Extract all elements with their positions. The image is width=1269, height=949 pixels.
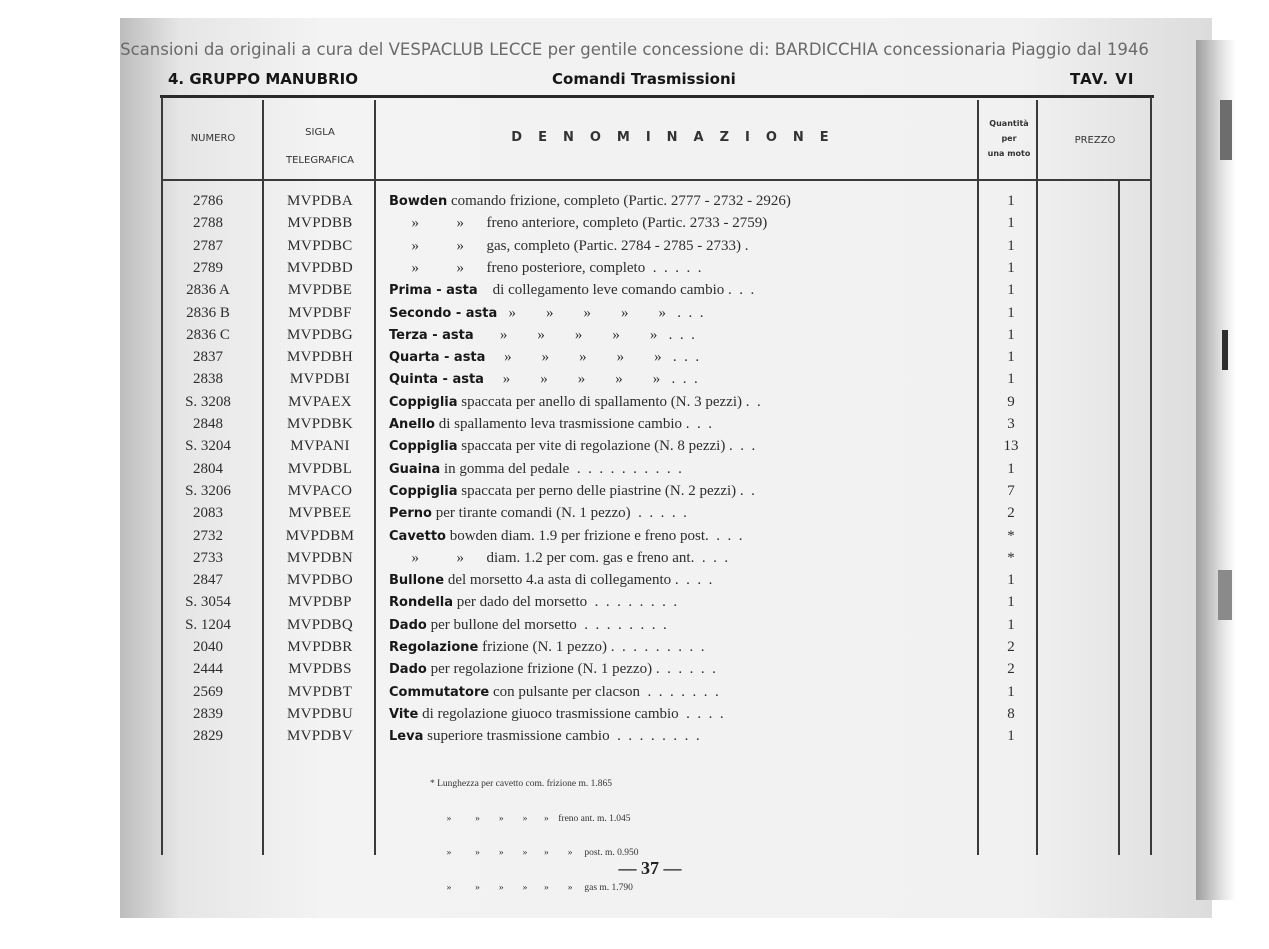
quantity-per-vehicle: 1 (1007, 304, 1015, 321)
part-detail: spaccata per vite di regolazione (N. 8 pezzi) . . . (457, 438, 756, 455)
telegraph-code: MVPDBC (287, 237, 353, 254)
telegraph-code: MVPDBB (287, 215, 353, 232)
table-row (0, 548, 1269, 570)
part-detail: » » freno anteriore, completo (Partic. 2733 - 2759) (389, 215, 768, 232)
table-row (0, 704, 1269, 726)
part-detail: per dado del morsetto . . . . . . . . (453, 594, 678, 611)
footnote-line: » » » » » » gas m. 1.790 (430, 882, 633, 893)
table-row (0, 526, 1269, 548)
part-name: Dado (389, 662, 427, 678)
part-number: 2848 (193, 416, 223, 432)
quantity-per-vehicle: 1 (1007, 237, 1015, 254)
telegraph-code: MVPDBL (287, 460, 353, 477)
table-row (0, 570, 1269, 592)
part-detail: spaccata per perno delle piastrine (N. 2 pezzi) . . (457, 482, 755, 499)
telegraph-code: MVPDBP (288, 594, 352, 611)
table-row (0, 392, 1269, 414)
table-row (0, 659, 1269, 681)
telegraph-code: MVPDBF (288, 304, 352, 321)
quantita-line-1: Quantità (989, 119, 1029, 128)
part-description (389, 461, 975, 478)
part-detail: » » diam. 1.2 per com. gas e freno ant. . . . (389, 549, 729, 566)
part-detail: superiore trasmissione cambio . . . . . . . . (423, 728, 700, 745)
part-name: Coppiglia (389, 439, 458, 455)
part-detail: » » » » » . . . (473, 326, 695, 343)
quantity-per-vehicle: 1 (1007, 594, 1015, 611)
part-number: S. 3208 (185, 393, 231, 410)
part-detail: di regolazione giuoco trasmissione cambio . . . . (418, 705, 724, 722)
quantita-line-2: per (1001, 134, 1017, 143)
quantity-per-vehicle: 13 (1003, 438, 1019, 455)
part-name: Vite (389, 706, 419, 722)
quantity-per-vehicle: 2 (1007, 505, 1015, 522)
part-number: S. 1204 (185, 616, 231, 633)
part-description (389, 327, 975, 344)
quantity-per-vehicle: * (1007, 549, 1015, 566)
part-name: Perno (389, 506, 432, 522)
part-name: Rondella (389, 595, 454, 611)
part-description (389, 550, 975, 567)
table-row (0, 481, 1269, 503)
part-number: S. 3054 (185, 594, 231, 611)
part-description (389, 349, 975, 366)
part-name: Prima - asta (389, 283, 478, 299)
footnote-line: » » » » » » post. m. 0.950 (430, 848, 639, 858)
part-detail: di spallamento leva trasmissione cambio . . . (434, 416, 713, 432)
part-description (389, 483, 975, 500)
part-name: Leva (389, 729, 424, 745)
telegraph-code: MVPAEX (288, 393, 352, 410)
quantity-per-vehicle: 1 (1007, 215, 1015, 232)
part-number: 2787 (193, 237, 223, 254)
part-number: 2836 B (186, 304, 230, 321)
header-separator (161, 179, 1152, 181)
part-name: Secondo - asta (389, 305, 498, 321)
part-description (389, 594, 975, 611)
part-number: 2847 (193, 572, 223, 589)
table-row (0, 682, 1269, 704)
telegraph-code: MVPDBS (288, 661, 352, 678)
part-name: Terza - asta (389, 327, 474, 343)
part-number: 2788 (193, 215, 223, 232)
telegraph-code: MVPDBI (289, 371, 351, 388)
column-header-prezzo: PREZZO (1074, 135, 1116, 146)
part-name: Coppiglia (389, 394, 458, 410)
part-detail: » » gas, completo (Partic. 2784 - 2785 - 2733) . (389, 237, 749, 254)
quantita-line-3: una moto (987, 149, 1031, 158)
telegraph-code: MVPDBN (287, 549, 353, 566)
table-row (0, 592, 1269, 614)
telegraph-code: MVPDBE (287, 282, 353, 299)
quantity-per-vehicle: 1 (1007, 349, 1015, 366)
part-name: Quinta - asta (389, 372, 484, 388)
section-title: 4. GRUPPO MANUBRIO (168, 70, 358, 88)
scan-artifact (1218, 570, 1232, 620)
column-header-denominazione: DENOMINAZIONE (511, 130, 845, 145)
column-header-sigla (266, 119, 374, 175)
telegraph-code: MVPDBU (287, 705, 353, 722)
part-name: Commutatore (389, 684, 490, 700)
telegraph-code: MVPDBD (287, 259, 353, 276)
table-row (0, 213, 1269, 235)
telegraph-code: MVPANI (290, 438, 350, 455)
scan-credit-note: Scansioni da originali a cura del VESPACLUB LECCE per gentile concessione di: BARDICCHIA concessionaria Piaggio dal 1946 (120, 40, 1149, 59)
part-number: 2569 (193, 683, 223, 700)
part-description (389, 572, 975, 589)
part-name: Anello (389, 417, 435, 432)
table-row (0, 726, 1269, 748)
part-description (389, 528, 975, 545)
part-detail: comando frizione, completo (Partic. 2777 - 2732 - 2926) (447, 193, 791, 209)
part-name: Dado (389, 617, 427, 633)
part-description (389, 684, 975, 701)
section-subtitle: Comandi Trasmissioni (552, 70, 736, 88)
telegraph-code: MVPDBQ (287, 616, 353, 633)
scan-artifact (1220, 100, 1232, 160)
part-detail: frizione (N. 1 pezzo) . . . . . . . . . (478, 639, 705, 655)
column-header-numero: NUMERO (190, 133, 236, 144)
part-detail: per tirante comandi (N. 1 pezzo) . . . . . (431, 505, 687, 522)
part-detail: in gomma del pedale . . . . . . . . . . (440, 460, 682, 477)
telegraph-code: MVPDBK (287, 416, 353, 432)
part-detail: spaccata per anello di spallamento (N. 3 pezzi) . . (457, 393, 761, 410)
table-row (0, 615, 1269, 637)
part-detail: bowden diam. 1.9 per frizione e freno post. . . . (445, 527, 743, 544)
table-row (0, 414, 1269, 436)
quantity-per-vehicle: 1 (1007, 728, 1015, 745)
part-number: 2804 (193, 460, 223, 477)
telegraph-code: MVPDBH (287, 349, 353, 366)
part-description (389, 706, 975, 723)
part-name: Regolazione (389, 640, 479, 655)
part-name: Cavetto (389, 528, 446, 544)
part-number: S. 3204 (185, 438, 231, 455)
quantity-per-vehicle: * (1007, 527, 1015, 544)
part-description (389, 416, 975, 433)
part-description (389, 505, 975, 522)
quantity-per-vehicle: 7 (1007, 482, 1015, 499)
part-number: 2837 (193, 349, 223, 366)
sigla-line-2: TELEGRAFICA (286, 155, 354, 166)
part-description (389, 305, 975, 322)
part-number: 2083 (193, 505, 223, 522)
part-description (389, 238, 975, 255)
part-number: 2733 (193, 549, 223, 566)
telegraph-code: MVPDBT (287, 683, 353, 700)
telegraph-code: MVPDBV (287, 728, 353, 745)
part-number: S. 3206 (185, 482, 231, 499)
part-number: 2789 (193, 259, 223, 276)
quantity-per-vehicle: 1 (1007, 572, 1015, 589)
quantity-per-vehicle: 3 (1007, 416, 1015, 432)
quantity-per-vehicle: 1 (1007, 326, 1015, 343)
part-number: 2836 C (186, 326, 230, 343)
table-row (0, 258, 1269, 280)
part-detail: per bullone del morsetto . . . . . . . . (426, 616, 667, 633)
quantity-per-vehicle: 1 (1007, 259, 1015, 276)
table-row (0, 503, 1269, 525)
table-row (0, 347, 1269, 369)
part-number: 2444 (193, 661, 223, 678)
part-detail: con pulsante per clacson . . . . . . . (489, 683, 719, 700)
page-number: — 37 — (618, 858, 682, 878)
footnote-line: * Lunghezza per cavetto com. frizione m. 1.865 (430, 779, 613, 789)
part-detail: » » » » » . . . (485, 349, 700, 366)
table-row (0, 280, 1269, 302)
quantity-per-vehicle: 1 (1007, 371, 1015, 388)
part-description (389, 617, 975, 634)
part-detail: » » » » » . . . (497, 304, 704, 321)
part-detail: per regolazione frizione (N. 1 pezzo) . . . . . . (426, 661, 716, 678)
cable-length-footnote (430, 756, 850, 906)
table-row (0, 191, 1269, 213)
table-row (0, 436, 1269, 458)
part-number: 2732 (193, 527, 223, 544)
telegraph-code: MVPACO (287, 482, 353, 499)
telegraph-code: MVPDBR (287, 639, 353, 655)
telegraph-code: MVPDBM (285, 527, 355, 544)
telegraph-code: MVPBEE (288, 505, 352, 522)
quantity-per-vehicle: 1 (1007, 683, 1015, 700)
quantity-per-vehicle: 1 (1007, 460, 1015, 477)
part-description (389, 639, 975, 656)
scan-artifact (1222, 330, 1228, 370)
part-name: Guaina (389, 461, 441, 477)
table-row (0, 369, 1269, 391)
part-description (389, 193, 975, 210)
part-description (389, 371, 975, 388)
part-name: Quarta - asta (389, 350, 486, 366)
table-row (0, 459, 1269, 481)
sigla-line-1: SIGLA (305, 127, 335, 138)
part-detail: del morsetto 4.a asta di collegamento . . . . (444, 572, 713, 589)
table-row (0, 325, 1269, 347)
table-row (0, 236, 1269, 258)
telegraph-code: MVPDBG (287, 326, 353, 343)
part-name: Bullone (389, 573, 445, 589)
part-detail: di collegamento leve comando cambio . . . (477, 282, 755, 299)
part-number: 2040 (193, 639, 223, 655)
part-description (389, 394, 975, 411)
part-description (389, 661, 975, 678)
part-number: 2836 A (186, 282, 230, 299)
quantity-per-vehicle: 8 (1007, 705, 1015, 722)
part-description (389, 282, 975, 299)
quantity-per-vehicle: 1 (1007, 616, 1015, 633)
quantity-per-vehicle: 1 (1007, 282, 1015, 299)
part-name: Coppiglia (389, 483, 458, 499)
quantity-per-vehicle: 2 (1007, 661, 1015, 678)
quantity-per-vehicle: 9 (1007, 393, 1015, 410)
part-number: 2838 (193, 371, 223, 388)
part-description (389, 260, 975, 277)
table-row (0, 303, 1269, 325)
part-detail: » » freno posteriore, completo . . . . . (389, 259, 702, 276)
telegraph-code: MVPDBO (287, 572, 353, 589)
part-number: 2839 (193, 705, 223, 722)
table-row (0, 637, 1269, 659)
part-number: 2829 (193, 728, 223, 745)
table-number: TAV. VI (1070, 70, 1135, 88)
part-description (389, 438, 975, 455)
quantity-per-vehicle: 1 (1007, 193, 1015, 209)
quantity-per-vehicle: 2 (1007, 639, 1015, 655)
part-name: Bowden (389, 194, 448, 209)
column-header-quantita (982, 116, 1036, 161)
footnote-line: » » » » » freno ant. m. 1.045 (430, 813, 631, 824)
part-detail: » » » » » . . . (483, 371, 698, 388)
part-description (389, 728, 975, 745)
telegraph-code: MVPDBA (287, 193, 353, 209)
part-description (389, 215, 975, 232)
part-number: 2786 (193, 193, 223, 209)
